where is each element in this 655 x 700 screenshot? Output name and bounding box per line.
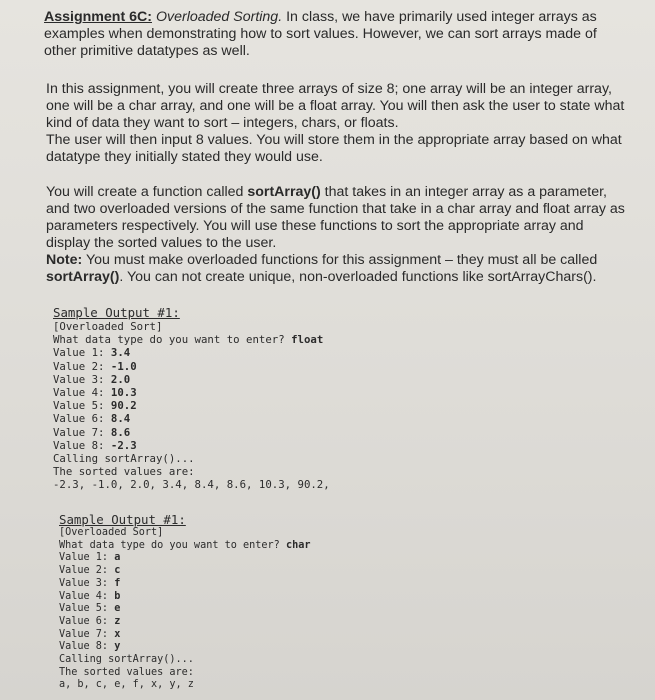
value-line: [53, 373, 573, 386]
value-label: Value 4:: [59, 590, 115, 602]
value-entry: y: [114, 641, 121, 653]
sorted-label: The sorted values are:: [59, 666, 194, 678]
value-line: [59, 578, 579, 591]
value-entry: e: [114, 603, 121, 615]
value-entry: x: [114, 628, 121, 640]
sample-prompt: What data type do you want to enter?: [59, 539, 286, 551]
instructions-text-1: In this assignment, you will create three arrays of size 8; one array will be an integer array, one will be a char array, and one will be a float array. You will then ask the user to state what kind of data they want to sort – integers, chars, or floats.: [46, 81, 625, 131]
sample-title: Sample Output #1:: [59, 512, 186, 527]
value-label: Value 5:: [53, 399, 111, 413]
instructions-paragraph: [46, 81, 626, 166]
value-label: Value 1:: [59, 552, 115, 564]
intro-paragraph: [44, 9, 624, 60]
sample-answer: char: [285, 539, 311, 551]
assignment-title: Overloaded Sorting.: [155, 9, 283, 25]
value-label: Value 3:: [59, 577, 115, 589]
value-line: [59, 552, 579, 565]
value-line: [53, 386, 573, 399]
function-text: [46, 184, 626, 252]
sample-answer: float: [291, 333, 324, 347]
value-label: Value 6:: [53, 412, 111, 426]
value-entry: f: [114, 577, 121, 589]
sample-output-float: [53, 305, 573, 492]
value-line: [59, 603, 579, 616]
function-name-2: sortArray(): [46, 269, 120, 285]
value-entry: 2.0: [110, 372, 131, 386]
value-line: [59, 616, 579, 629]
value-label: Value 7:: [53, 425, 111, 439]
value-label: Value 6:: [59, 615, 115, 627]
value-entry: b: [114, 590, 121, 602]
sample-title: Sample Output #1:: [53, 305, 180, 320]
value-label: Value 8:: [53, 438, 111, 452]
function-text-1: You will create a function called: [46, 184, 248, 200]
sample-output-char: [59, 512, 579, 692]
sample-prompt-line: [53, 333, 573, 346]
note-text: [46, 252, 626, 286]
value-label: Value 8:: [59, 641, 115, 653]
assignment-label: Assignment 6C:: [44, 9, 152, 25]
sorted-label: The sorted values are:: [53, 465, 195, 479]
calling-line: Calling sortArray()...: [53, 452, 195, 466]
function-paragraph: [46, 184, 626, 286]
value-line: [59, 629, 579, 642]
instructions-text-2: The user will then input 8 values. You will store them in the appropriate array based on what datatype they initially stated they would use.: [46, 132, 622, 165]
value-line: [53, 346, 573, 359]
function-name-1: sortArray(): [247, 184, 321, 200]
value-label: Value 2:: [59, 565, 115, 577]
value-label: Value 4:: [53, 386, 111, 400]
value-entry: 8.4: [110, 412, 131, 426]
note-text-1: You must make overloaded functions for this assignment – they must all be called: [82, 252, 598, 268]
value-line: [59, 565, 579, 578]
value-label: Value 5:: [59, 603, 115, 615]
value-line: [53, 399, 573, 412]
function-text-2: that takes in an integer array as a parameter, and two overloaded versions of the same function that take in a char array and float array as parameters respectively. You will use these functions to sort the appropriate array and display the sorted values to the user.: [46, 184, 625, 251]
value-line: [53, 426, 573, 439]
note-label: Note:: [46, 252, 83, 268]
value-entry: 90.2: [110, 399, 137, 413]
value-line: [59, 641, 579, 654]
value-label: Value 3:: [53, 372, 111, 386]
value-entry: a: [114, 552, 121, 564]
note-text-2: . You can not create unique, non-overloaded functions like sortArrayChars().: [119, 269, 597, 285]
value-line: [53, 412, 573, 425]
value-label: Value 2:: [53, 359, 111, 373]
value-entry: 3.4: [110, 346, 131, 360]
value-entry: z: [114, 615, 121, 627]
calling-line: Calling sortArray()...: [59, 654, 194, 666]
value-label: Value 1:: [53, 346, 111, 360]
sample-prompt: What data type do you want to enter?: [53, 333, 292, 347]
sorted-values: a, b, c, e, f, x, y, z: [59, 679, 194, 691]
value-line: [59, 591, 579, 604]
sample-header: [Overloaded Sort]: [53, 320, 163, 333]
value-entry: c: [114, 565, 121, 577]
sample-prompt-line: [59, 540, 579, 553]
value-line: [53, 360, 573, 373]
value-entry: -2.3: [110, 438, 137, 452]
value-line: [53, 439, 573, 452]
intro-text: In class, we have primarily used integer arrays as examples when demonstrating how to sort values. However, we can sort arrays made of other primitive datatypes as well.: [44, 9, 597, 59]
value-label: Value 7:: [59, 628, 115, 640]
sample-header: [Overloaded Sort]: [59, 527, 164, 538]
value-entry: -1.0: [110, 359, 137, 373]
sorted-values: -2.3, -1.0, 2.0, 3.4, 8.4, 8.6, 10.3, 90.2,: [53, 478, 330, 492]
value-entry: 10.3: [110, 386, 137, 400]
value-entry: 8.6: [110, 425, 131, 439]
